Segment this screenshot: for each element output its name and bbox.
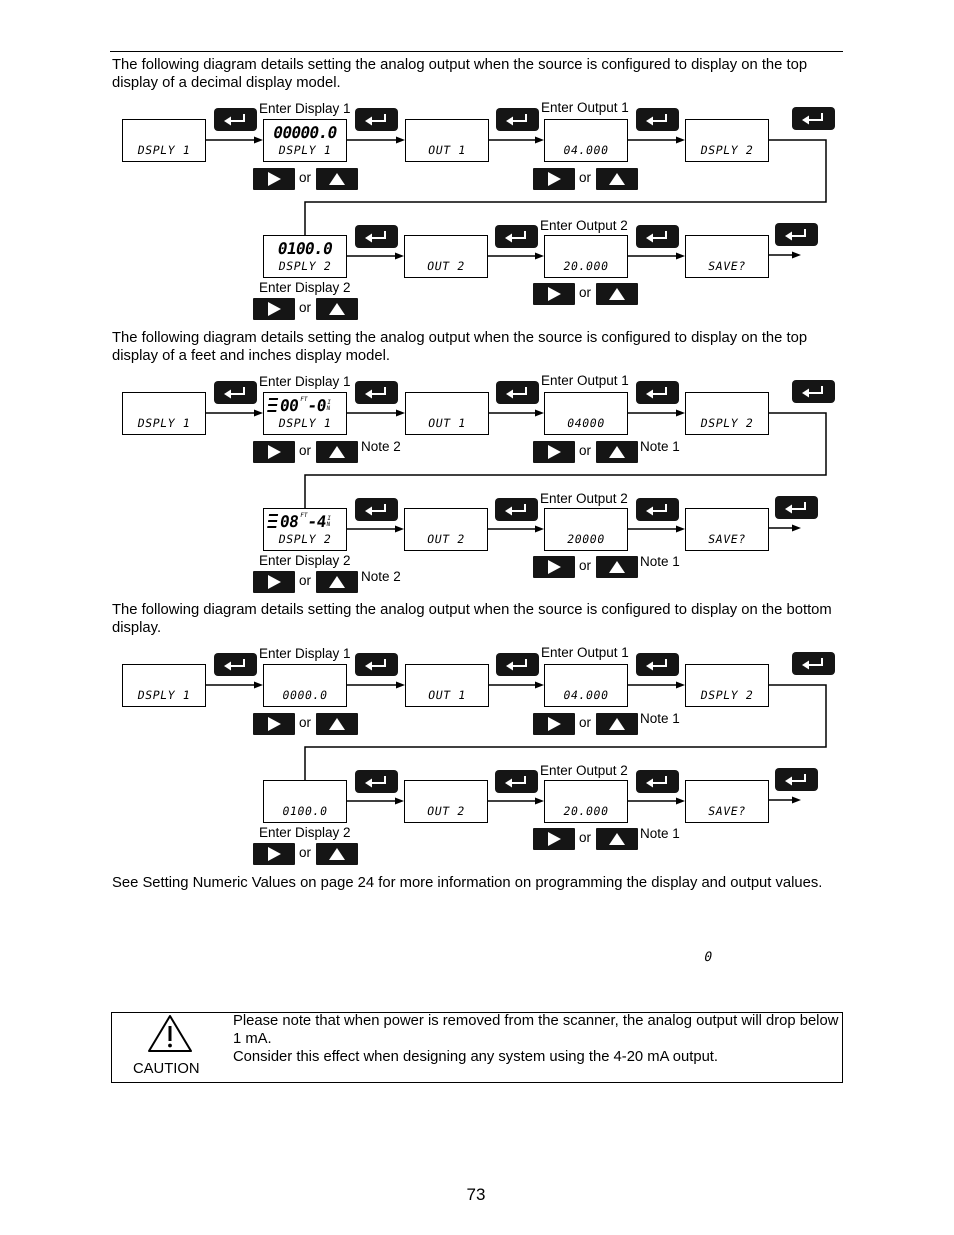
enter-key [636,381,679,404]
or-label: or [299,573,312,588]
caution-line: Please note that when power is removed from the scanner, the analog output will drop below 1 mA. [233,1013,839,1047]
return-arrow-icon [496,653,539,676]
flow-arrowhead [395,253,404,260]
flow-arrowhead [676,410,685,417]
lcd-display [263,392,347,435]
lcd-bottom-readout: 04.000 [562,143,610,157]
flow-arrowhead [254,410,263,417]
or-label: or [299,845,312,860]
inches-value: 4 [315,512,328,531]
lcd-bottom-readout: DSPLY 2 [699,688,755,702]
enter-key [355,381,398,404]
lcd-display [122,664,206,707]
flow-arrowhead [792,525,801,532]
enter-key [214,653,257,676]
lcd-bottom-readout: 20.000 [562,804,610,818]
flow-arrowhead [792,252,801,259]
lcd-bottom-readout: DSPLY 1 [136,143,192,157]
page-number: 73 [466,1185,486,1204]
lcd-top-readout: 00000.0 [271,123,339,142]
lcd-bottom-readout: OUT 2 [425,259,467,273]
enter-key [355,225,398,248]
step-label-enter-output-2: Enter Output 2 [540,763,628,778]
up-arrow-key [596,441,638,463]
return-arrow-icon [496,108,539,131]
return-arrow-icon [496,381,539,404]
up-arrow-key [596,713,638,735]
right-arrow-key [253,713,295,735]
lcd-bottom-readout: DSPLY 1 [136,688,192,702]
right-arrow-key [253,168,295,190]
or-label: or [579,285,592,300]
up-arrow-key [316,441,358,463]
enter-key [496,108,539,131]
or-label: or [299,443,312,458]
right-triangle-icon [533,828,575,850]
right-arrow-key [533,168,575,190]
note-reference: Note 2 [361,569,401,584]
lcd-bottom-readout: SAVE? [706,532,748,546]
return-arrow-icon [495,770,538,793]
feet-inches-readout [267,396,334,416]
return-arrow-icon [636,653,679,676]
flow-arrowhead [535,526,544,533]
inch-unit: IN [325,399,332,412]
return-arrow-icon [355,653,398,676]
step-label-enter-display-2: Enter Display 2 [259,553,351,568]
enter-key [355,770,398,793]
right-arrow-key [253,441,295,463]
reference-paragraph: See Setting Numeric Values on page 24 for more information on programming the display and output values. [112,875,823,891]
or-label: or [299,170,312,185]
step-label-enter-display-1: Enter Display 1 [259,646,351,661]
lcd-display [544,664,628,707]
return-arrow-icon [495,498,538,521]
right-arrow-key [533,713,575,735]
indicator-bars-icon [267,514,278,528]
enter-key [355,108,398,131]
lcd-bottom-readout: DSPLY 1 [277,143,333,157]
up-arrow-key [316,168,358,190]
lcd-display [685,664,769,707]
step-label-enter-output-2: Enter Output 2 [540,218,628,233]
enter-key [636,653,679,676]
enter-key [775,223,818,246]
or-label: or [579,715,592,730]
lcd-bottom-readout: OUT 2 [425,532,467,546]
flow-arrowhead [395,798,404,805]
enter-key [495,225,538,248]
step-label-enter-display-2: Enter Display 2 [259,280,351,295]
lcd-bottom-readout: 04000 [565,416,607,430]
lcd-display [685,119,769,162]
lcd-bottom-readout: DSPLY 1 [277,416,333,430]
feet-value: 08 [278,512,300,531]
right-triangle-icon [253,441,295,463]
lcd-bottom-readout: 0000.0 [281,688,329,702]
step-label-enter-output-1: Enter Output 1 [541,373,629,388]
flow-arrowhead [676,137,685,144]
right-triangle-icon [533,168,575,190]
flow-arrowhead [396,682,405,689]
lcd-display [685,780,769,823]
lcd-display [404,780,488,823]
right-arrow-key [533,441,575,463]
step-label-enter-display-2: Enter Display 2 [259,825,351,840]
flow-arrowhead [676,526,685,533]
caution-line: Consider this effect when designing any system using the 4-20 mA output. [233,1049,719,1065]
return-arrow-icon [636,381,679,404]
feet-unit: FT [299,396,308,403]
return-arrow-icon [792,107,835,130]
enter-key [495,770,538,793]
lcd-bottom-readout: DSPLY 1 [136,416,192,430]
lcd-display [263,119,347,162]
up-triangle-icon [316,168,358,190]
flow-arrowhead [535,798,544,805]
return-arrow-icon [775,768,818,791]
lcd-display [405,664,489,707]
flow-arrowhead [676,682,685,689]
return-arrow-icon [636,108,679,131]
return-arrow-icon [355,108,398,131]
up-arrow-key [596,168,638,190]
or-label: or [579,443,592,458]
lcd-display [263,664,347,707]
note-reference: Note 1 [640,711,680,726]
note-reference: Note 2 [361,439,401,454]
or-label: or [579,830,592,845]
feet-unit: FT [299,512,308,519]
enter-key [355,498,398,521]
return-arrow-icon [214,653,257,676]
flow-arrowhead [535,410,544,417]
warning-triangle-icon [147,1014,193,1054]
lcd-display [405,392,489,435]
lcd-display [263,235,347,278]
right-triangle-icon [253,843,295,865]
enter-key [792,107,835,130]
lcd-display [122,392,206,435]
feet-inch-separator: - [306,512,319,531]
lcd-bottom-readout: SAVE? [706,259,748,273]
lcd-bottom-readout: 20.000 [562,259,610,273]
lcd-display [263,780,347,823]
right-arrow-key [533,828,575,850]
lcd-bottom-readout: OUT 1 [426,688,468,702]
caution-text [233,1012,841,1066]
lcd-display [405,119,489,162]
enter-key [496,381,539,404]
return-arrow-icon [636,225,679,248]
flow-arrowhead [396,137,405,144]
flow-arrowhead [396,410,405,417]
return-arrow-icon [355,770,398,793]
or-label: or [299,715,312,730]
lcd-bottom-readout: 20000 [565,532,607,546]
inches-value: 0 [315,396,328,415]
step-label-enter-output-1: Enter Output 1 [541,100,629,115]
lcd-bottom-readout: SAVE? [706,804,748,818]
return-arrow-icon [636,498,679,521]
flow-arrowhead [254,682,263,689]
enter-key [214,108,257,131]
lcd-bottom-readout: 04.000 [562,688,610,702]
enter-key [636,225,679,248]
flow-arrowhead [535,253,544,260]
lcd-bottom-readout: OUT 1 [426,416,468,430]
intro-paragraph-feet-inches: The following diagram details setting the analog output when the source is configured to display on the top display of a feet and inches display model. [112,330,808,364]
indicator-bars-icon [267,398,278,412]
up-triangle-icon [596,828,638,850]
return-arrow-icon [775,223,818,246]
step-label-enter-display-1: Enter Display 1 [259,101,351,116]
up-triangle-icon [316,713,358,735]
lcd-display [544,780,628,823]
enter-key [636,498,679,521]
lcd-display [544,392,628,435]
up-arrow-key [316,843,358,865]
note-reference: Note 1 [640,826,680,841]
lcd-bottom-readout: DSPLY 2 [699,416,755,430]
enter-key [214,381,257,404]
return-arrow-icon [775,496,818,519]
feet-inches-readout [267,512,334,532]
up-arrow-key [596,828,638,850]
step-label-enter-display-1: Enter Display 1 [259,374,351,389]
lcd-display [685,235,769,278]
lcd-display [685,392,769,435]
enter-key [636,770,679,793]
return-arrow-icon [214,108,257,131]
lcd-bottom-readout: 0100.0 [281,804,329,818]
right-triangle-icon [533,441,575,463]
right-triangle-icon [253,713,295,735]
step-label-enter-output-1: Enter Output 1 [541,645,629,660]
lcd-bottom-readout: OUT 2 [425,804,467,818]
enter-key [495,498,538,521]
return-arrow-icon [495,225,538,248]
intro-paragraph-bottom-display: The following diagram details setting the analog output when the source is configured to display on the bottom display. [112,602,832,636]
enter-key [775,768,818,791]
lcd-display [544,235,628,278]
lcd-digit: 0 [702,950,714,965]
lcd-display [122,119,206,162]
flow-arrowhead [676,253,685,260]
up-triangle-icon [596,713,638,735]
up-triangle-icon [316,843,358,865]
enter-key [792,652,835,675]
return-arrow-icon [792,380,835,403]
flow-arrowhead [535,137,544,144]
inch-unit: IN [325,515,332,528]
flow-arrowhead [676,798,685,805]
note-reference: Note 1 [640,439,680,454]
feet-value: 00 [278,396,300,415]
flow-arrowhead [395,526,404,533]
flow-arrowhead [792,797,801,804]
or-label: or [579,170,592,185]
lcd-display [404,235,488,278]
right-triangle-icon [253,168,295,190]
return-arrow-icon [214,381,257,404]
return-arrow-icon [792,652,835,675]
up-triangle-icon [316,441,358,463]
up-triangle-icon [596,441,638,463]
enter-key [496,653,539,676]
return-arrow-icon [355,381,398,404]
lcd-bottom-readout: DSPLY 2 [277,532,333,546]
feet-inch-separator: - [306,396,319,415]
lcd-top-readout: 0100.0 [276,239,334,258]
lcd-bottom-readout: DSPLY 2 [699,143,755,157]
return-arrow-icon [355,498,398,521]
enter-key [775,496,818,519]
step-label-enter-output-2: Enter Output 2 [540,491,628,506]
caution-label: CAUTION [133,1061,200,1077]
lcd-display [544,119,628,162]
up-triangle-icon [596,168,638,190]
right-triangle-icon [533,713,575,735]
right-arrow-key [253,843,295,865]
or-label: or [579,558,592,573]
return-arrow-icon [355,225,398,248]
enter-key [355,653,398,676]
enter-key [792,380,835,403]
lcd-bottom-readout: DSPLY 2 [277,259,333,273]
or-label: or [299,300,312,315]
return-arrow-icon [636,770,679,793]
up-arrow-key [316,713,358,735]
enter-key [636,108,679,131]
intro-paragraph-decimal: The following diagram details setting the analog output when the source is configured to display on the top display of a decimal display model. [112,57,808,91]
flow-arrowhead [535,682,544,689]
note-reference: Note 1 [640,554,680,569]
lcd-bottom-readout: OUT 1 [426,143,468,157]
